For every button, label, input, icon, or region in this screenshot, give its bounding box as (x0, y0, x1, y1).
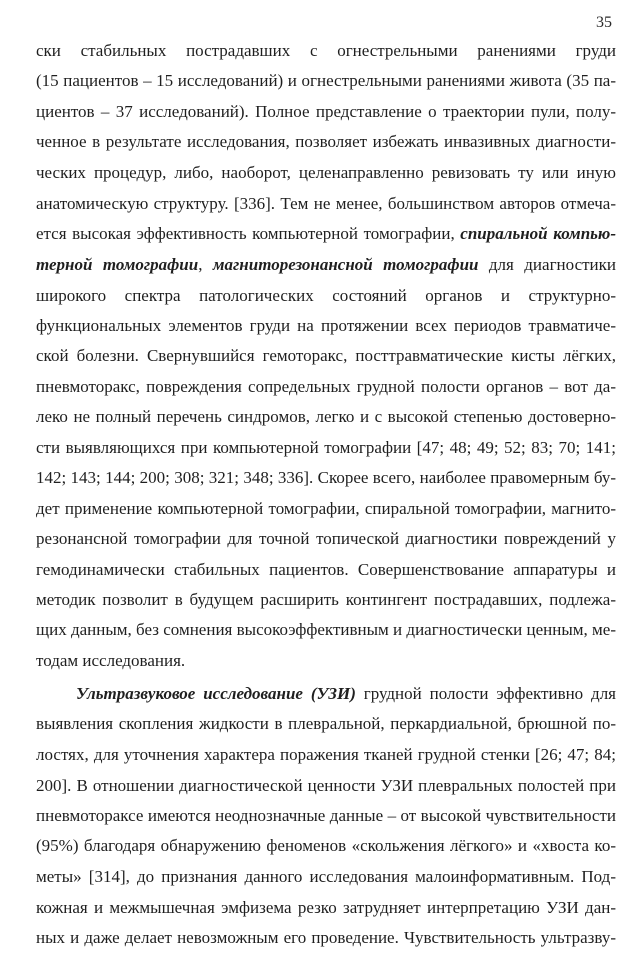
text-line (36, 744, 616, 766)
text-line (36, 498, 616, 520)
text-line (36, 897, 616, 919)
text-segment: (95%) благодаря обнаружению феноменов «скольжения лёгкого» и «хвоста ко- (36, 836, 616, 855)
text-line (36, 40, 616, 62)
text-segment: (15 пациентов – 15 исследований) и огнестрельными ранениями живота (35 па- (36, 71, 616, 90)
page-number: 35 (596, 14, 612, 31)
text-segment: , (198, 255, 213, 274)
text-segment: дет применение компьютерной томографии, спиральной томографии, магнито- (36, 499, 616, 518)
text-line (36, 223, 616, 245)
text-line (36, 406, 616, 428)
text-segment: ется высокая эффективность компьютерной томографии, (36, 224, 461, 243)
text-segment: тодам исследования. (36, 651, 186, 670)
text-line (36, 589, 616, 611)
emphasized-term: терной томографии (36, 255, 199, 274)
text-line (36, 315, 616, 337)
text-line (36, 101, 616, 123)
text-segment: для диагностики (478, 255, 616, 274)
text-segment: сти выявляющихся при компьютерной томографии [47; 48; 49; 52; 83; 70; 141; (36, 438, 616, 457)
text-segment: циентов – 37 исследований). Полное представление о траектории пули, полу- (36, 102, 616, 121)
text-line (36, 376, 616, 398)
text-segment: функциональных элементов груди на протяжении всех периодов травматиче- (36, 316, 616, 335)
emphasized-term: спиральной компью- (460, 224, 616, 243)
text-line (36, 805, 616, 827)
text-line (36, 927, 616, 949)
text-line (36, 713, 616, 735)
text-line (36, 193, 616, 215)
emphasized-term: магниторезонансной томографии (212, 255, 479, 274)
text-line (36, 528, 616, 550)
text-segment: кожная и межмышечная эмфизема резко затрудняет интерпретацию УЗИ дан- (36, 898, 616, 917)
text-line (36, 866, 616, 888)
text-segment: ски стабильных пострадавших с огнестрельными ранениями груди (36, 41, 616, 60)
text-segment: ных и даже делает невозможным его проведение. Чувствительность ультразву- (36, 928, 616, 947)
text-line (36, 437, 616, 459)
text-line (36, 775, 616, 797)
text-segment: ческих процедур, либо, наоборот, целенаправленно ревизовать ту или иную (36, 163, 616, 182)
text-segment: леко не полный перечень синдромов, легко и с высокой степенью достоверно- (36, 407, 616, 426)
text-line (36, 162, 616, 184)
text-segment: пневмоторакс, повреждения сопредельных грудной полости органов – вот да- (36, 377, 616, 396)
text-line (36, 345, 616, 367)
text-segment: анатомическую структуру. [336]. Тем не менее, большинством авторов отмеча- (36, 194, 616, 213)
text-segment: ченное в результате исследования, позволяет избежать инвазивных диагности- (36, 132, 616, 151)
text-line (36, 254, 616, 276)
text-segment: пневмотораксе имеются неоднозначные данные – от высокой чувствительности (36, 806, 616, 825)
text-segment: выявления скопления жидкости в плевральной, перкардиальной, брюшной по- (36, 714, 616, 733)
text-segment: гемодинамически стабильных пациентов. Совершенствование аппаратуры и (36, 560, 616, 579)
text-segment: лостях, для уточнения характера поражения тканей грудной стенки [26; 47; 84; (36, 745, 616, 764)
text-segment: широкого спектра патологических состояний органов и структурно- (36, 286, 616, 305)
text-segment: 200]. В отношении диагностической ценности УЗИ плевральных полостей при (36, 776, 616, 795)
text-segment: грудной полости эффективно для (355, 684, 617, 703)
text-line (36, 619, 616, 641)
text-segment: резонансной томографии для точной топической диагностики повреждений у (36, 529, 616, 548)
text-line (36, 285, 616, 307)
text-segment: щих данным, без сомнения высокоэффективным и диагностически ценным, ме- (36, 620, 616, 639)
text-line (36, 70, 616, 92)
text-line (36, 650, 616, 672)
text-line (36, 559, 616, 581)
text-line (36, 835, 616, 857)
text-segment: методик позволит в будущем расширить контингент пострадавших, подлежа- (36, 590, 616, 609)
emphasized-term: Ультразвуковое исследование (УЗИ) (76, 684, 356, 703)
text-segment: 142; 143; 144; 200; 308; 321; 348; 336]. Скорее всего, наиболее правомерным бу- (36, 468, 616, 487)
text-line (76, 683, 616, 705)
text-line (36, 131, 616, 153)
text-line (36, 467, 616, 489)
text-segment: меты» [314], до признания данного исследования малоинформативным. Под- (36, 867, 616, 886)
text-segment: ской болезни. Свернувшийся гемоторакс, посттравматические кисты лёгких, (36, 346, 616, 365)
